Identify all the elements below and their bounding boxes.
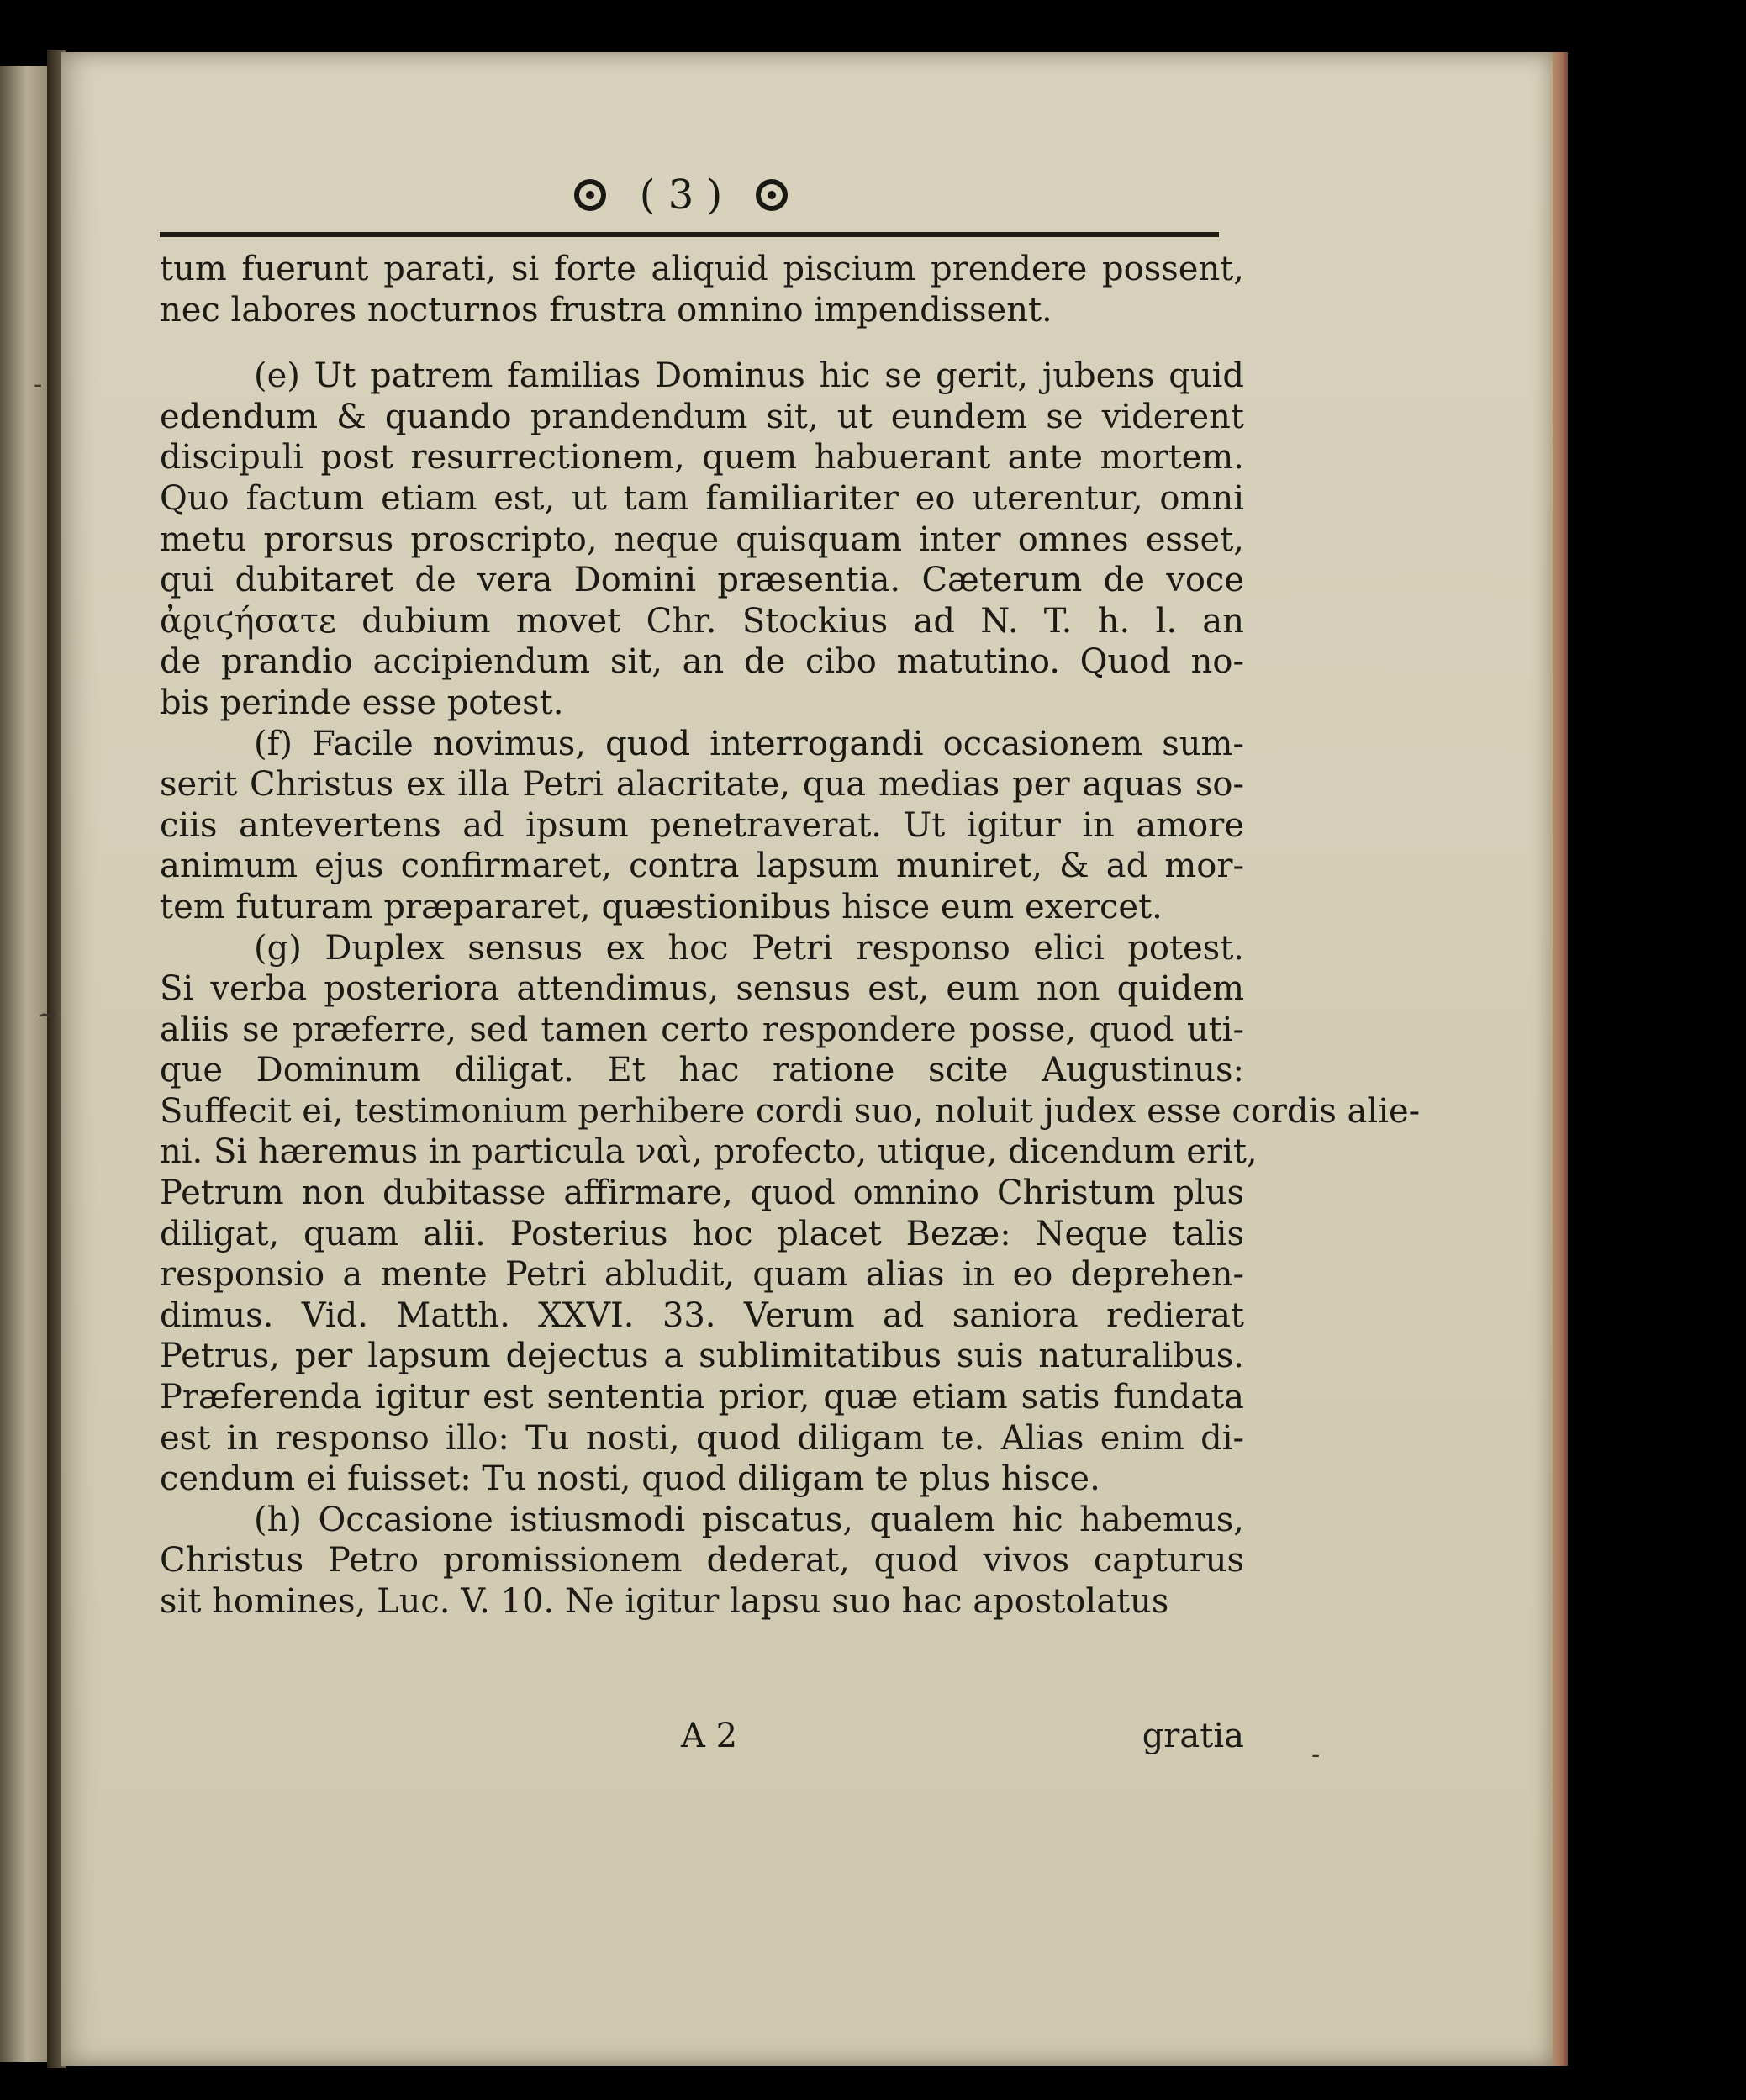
margin-mark: - <box>1311 1740 1321 1770</box>
text-line: diligat, quam alii. Posterius hoc placet Bezæ: Neque talis <box>160 1214 1244 1253</box>
text-line: est in responso illo: Tu nosti, quod diligam te. Alias enim di- <box>160 1418 1244 1458</box>
paragraph-e <box>160 356 1244 723</box>
page-number: ( 3 ) <box>639 171 723 219</box>
text-line: qui dubitaret de vera Domini præsentia. Cæterum de voce <box>160 561 1244 600</box>
text-line: sit homines, Luc. V. 10. Ne igitur lapsu suo hac apostolatus <box>160 1582 1169 1621</box>
text-line: aliis se præferre, sed tamen certo respondere posse, quod uti- <box>160 1010 1244 1049</box>
text-line: Christus Petro promissionem dederat, quod vivos capturus <box>160 1541 1244 1580</box>
text-line: (h) Occasione istiusmodi piscatus, qualem hic habemus, <box>254 1500 1244 1539</box>
right-ornament-icon <box>756 179 788 211</box>
text-line: (f) Facile novimus, quod interrogandi occasionem sum- <box>254 724 1244 763</box>
paragraph-g <box>160 928 1421 1500</box>
text-line: ἀϱιϛήσατε dubium movet Chr. Stockius ad N. T. h. l. an <box>160 601 1244 641</box>
text-line: animum ejus confirmaret, contra lapsum muniret, & ad mor- <box>160 847 1244 886</box>
left-ornament-icon <box>574 179 606 211</box>
page-edge <box>1553 52 1568 2066</box>
text-line: ciis antevertens ad ipsum penetraverat. Ut igitur in amore <box>160 805 1244 845</box>
text-line: Quo factum etiam est, ut tam familiariter eo uterentur, omni <box>160 478 1244 518</box>
page-body-text <box>160 249 1421 1622</box>
text-line: serit Christus ex illa Petri alacritate, qua medias per aquas so- <box>160 765 1244 805</box>
text-line: bis perinde esse potest. <box>160 683 564 722</box>
text-line: responsio a mente Petri abludit, quam alias in eo deprehen- <box>160 1255 1244 1295</box>
catchword: gratia <box>1142 1717 1244 1755</box>
paragraph-gap <box>160 330 1244 356</box>
text-line: edendum & quando prandendum sit, ut eundem se viderent <box>160 397 1244 436</box>
text-line: (e) Ut patrem familias Dominus hic se gerit, jubens quid <box>254 356 1244 396</box>
paragraph-cont <box>160 249 1244 330</box>
signature-mark: A 2 <box>681 1717 738 1755</box>
margin-mark: ~ <box>37 1000 59 1030</box>
page-header <box>546 170 815 220</box>
header-rule <box>160 232 1219 237</box>
page-footer <box>160 1717 1244 1757</box>
text-line: tum fuerunt parati, si forte aliquid piscium prendere possent, <box>160 250 1244 288</box>
text-line: dimus. Vid. Matth. XXVI. 33. Verum ad saniora redierat <box>160 1295 1244 1335</box>
text-line: Suffecit ei, testimonium perhibere cordi suo, noluit judex esse cordis alie- <box>160 1091 1421 1131</box>
text-line: tem futuram præpararet, quæstionibus hisce eum exercet. <box>160 887 1163 926</box>
text-line: ni. Si hæremus in particula ναὶ, profecto, utique, dicendum erit, <box>160 1132 1258 1172</box>
text-line: cendum ei fuisset: Tu nosti, quod diligam te plus hisce. <box>160 1459 1100 1499</box>
text-line: (g) Duplex sensus ex hoc Petri responso elici potest. <box>254 928 1244 968</box>
text-line: de prandio accipiendum sit, an de cibo matutino. Quod no- <box>160 642 1244 682</box>
facing-page-edge <box>0 66 54 2062</box>
paragraph-f <box>160 724 1244 928</box>
paragraph-h <box>160 1500 1244 1622</box>
text-line: Præferenda igitur est sententia prior, quæ etiam satis fundata <box>160 1378 1244 1417</box>
text-line: Petrus, per lapsum dejectus a sublimitatibus suis naturalibus. <box>160 1337 1244 1376</box>
margin-mark: - <box>34 370 43 399</box>
text-line: discipuli post resurrectionem, quem habuerant ante mortem. <box>160 438 1244 478</box>
text-line: nec labores nocturnos frustra omnino impendissent. <box>160 290 1052 330</box>
text-line: Si verba posteriora attendimus, sensus est, eum non quidem <box>160 969 1244 1009</box>
text-line: que Dominum diligat. Et hac ratione scite Augustinus: <box>160 1051 1244 1090</box>
text-line: Petrum non dubitasse affirmare, quod omnino Christum plus <box>160 1174 1244 1213</box>
text-line: metu prorsus proscripto, neque quisquam inter omnes esset, <box>160 520 1244 559</box>
